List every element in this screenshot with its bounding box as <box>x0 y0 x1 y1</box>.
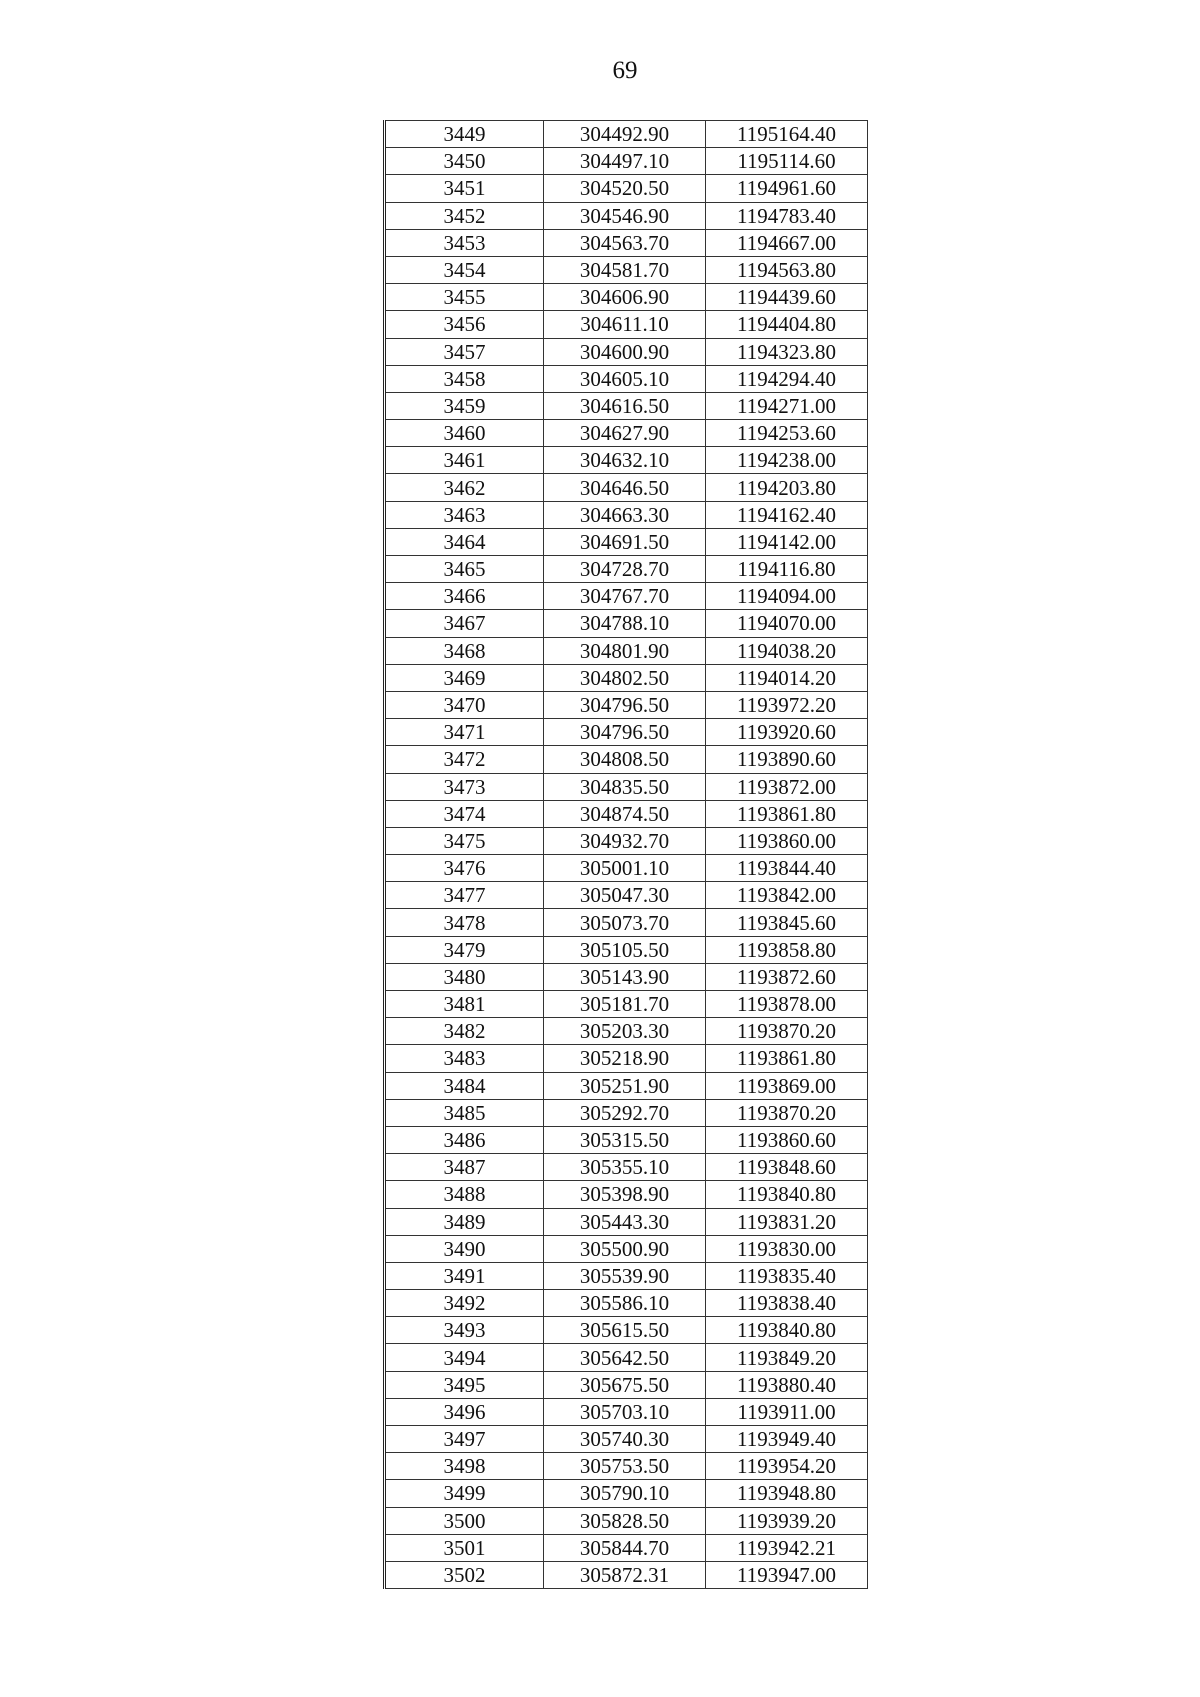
y-coordinate-cell: 1194404.80 <box>706 311 868 338</box>
table-row <box>385 1126 868 1153</box>
x-coordinate-cell: 305844.70 <box>544 1534 706 1561</box>
y-coordinate-cell: 1194783.40 <box>706 202 868 229</box>
x-coordinate-cell: 304788.10 <box>544 610 706 637</box>
y-coordinate-cell: 1193948.80 <box>706 1480 868 1507</box>
point-number-cell: 3453 <box>385 229 544 256</box>
table-row <box>385 773 868 800</box>
table-row <box>385 392 868 419</box>
y-coordinate-cell: 1194563.80 <box>706 256 868 283</box>
point-number-cell: 3471 <box>385 719 544 746</box>
table-row <box>385 474 868 501</box>
point-number-cell: 3475 <box>385 827 544 854</box>
y-coordinate-cell: 1193954.20 <box>706 1453 868 1480</box>
point-number-cell: 3455 <box>385 284 544 311</box>
x-coordinate-cell: 304796.50 <box>544 691 706 718</box>
point-number-cell: 3458 <box>385 365 544 392</box>
y-coordinate-cell: 1193849.20 <box>706 1344 868 1371</box>
x-coordinate-cell: 304497.10 <box>544 148 706 175</box>
point-number-cell: 3469 <box>385 664 544 691</box>
x-coordinate-cell: 304691.50 <box>544 528 706 555</box>
x-coordinate-cell: 305355.10 <box>544 1154 706 1181</box>
table-row <box>385 1099 868 1126</box>
point-number-cell: 3501 <box>385 1534 544 1561</box>
point-number-cell: 3490 <box>385 1235 544 1262</box>
x-coordinate-cell: 305218.90 <box>544 1045 706 1072</box>
x-coordinate-cell: 305675.50 <box>544 1371 706 1398</box>
table-row <box>385 1344 868 1371</box>
table-row <box>385 1453 868 1480</box>
table-row <box>385 1290 868 1317</box>
point-number-cell: 3478 <box>385 909 544 936</box>
point-number-cell: 3487 <box>385 1154 544 1181</box>
point-number-cell: 3460 <box>385 420 544 447</box>
x-coordinate-cell: 305292.70 <box>544 1099 706 1126</box>
x-coordinate-cell: 305615.50 <box>544 1317 706 1344</box>
point-number-cell: 3488 <box>385 1181 544 1208</box>
table-row <box>385 1072 868 1099</box>
table-row <box>385 827 868 854</box>
x-coordinate-cell: 304600.90 <box>544 338 706 365</box>
point-number-cell: 3485 <box>385 1099 544 1126</box>
point-number-cell: 3464 <box>385 528 544 555</box>
point-number-cell: 3465 <box>385 556 544 583</box>
table-row <box>385 1317 868 1344</box>
table-row <box>385 991 868 1018</box>
x-coordinate-cell: 305251.90 <box>544 1072 706 1099</box>
x-coordinate-cell: 304616.50 <box>544 392 706 419</box>
point-number-cell: 3450 <box>385 148 544 175</box>
point-number-cell: 3470 <box>385 691 544 718</box>
y-coordinate-cell: 1193872.00 <box>706 773 868 800</box>
point-number-cell: 3500 <box>385 1507 544 1534</box>
y-coordinate-cell: 1194038.20 <box>706 637 868 664</box>
x-coordinate-cell: 305203.30 <box>544 1018 706 1045</box>
point-number-cell: 3489 <box>385 1208 544 1235</box>
table-row <box>385 501 868 528</box>
point-number-cell: 3502 <box>385 1561 544 1588</box>
point-number-cell: 3451 <box>385 175 544 202</box>
point-number-cell: 3473 <box>385 773 544 800</box>
x-coordinate-cell: 305315.50 <box>544 1126 706 1153</box>
x-coordinate-cell: 305872.31 <box>544 1561 706 1588</box>
x-coordinate-cell: 304801.90 <box>544 637 706 664</box>
point-number-cell: 3498 <box>385 1453 544 1480</box>
x-coordinate-cell: 304563.70 <box>544 229 706 256</box>
x-coordinate-cell: 304646.50 <box>544 474 706 501</box>
table-row <box>385 528 868 555</box>
table-row <box>385 1208 868 1235</box>
coordinates-table-body <box>385 121 868 1589</box>
y-coordinate-cell: 1193861.80 <box>706 1045 868 1072</box>
table-row <box>385 338 868 365</box>
y-coordinate-cell: 1193911.00 <box>706 1398 868 1425</box>
table-row <box>385 556 868 583</box>
table-row <box>385 583 868 610</box>
y-coordinate-cell: 1193860.60 <box>706 1126 868 1153</box>
y-coordinate-cell: 1194116.80 <box>706 556 868 583</box>
y-coordinate-cell: 1193890.60 <box>706 746 868 773</box>
table-row <box>385 691 868 718</box>
table-row <box>385 963 868 990</box>
point-number-cell: 3472 <box>385 746 544 773</box>
y-coordinate-cell: 1194162.40 <box>706 501 868 528</box>
table-row <box>385 121 868 148</box>
x-coordinate-cell: 304627.90 <box>544 420 706 447</box>
point-number-cell: 3463 <box>385 501 544 528</box>
point-number-cell: 3456 <box>385 311 544 338</box>
point-number-cell: 3497 <box>385 1426 544 1453</box>
table-row <box>385 447 868 474</box>
point-number-cell: 3480 <box>385 963 544 990</box>
x-coordinate-cell: 304802.50 <box>544 664 706 691</box>
y-coordinate-cell: 1194667.00 <box>706 229 868 256</box>
y-coordinate-cell: 1194294.40 <box>706 365 868 392</box>
x-coordinate-cell: 305828.50 <box>544 1507 706 1534</box>
point-number-cell: 3481 <box>385 991 544 1018</box>
y-coordinate-cell: 1193842.00 <box>706 882 868 909</box>
point-number-cell: 3492 <box>385 1290 544 1317</box>
point-number-cell: 3454 <box>385 256 544 283</box>
x-coordinate-cell: 304796.50 <box>544 719 706 746</box>
y-coordinate-cell: 1193840.80 <box>706 1181 868 1208</box>
table-row <box>385 1235 868 1262</box>
x-coordinate-cell: 305703.10 <box>544 1398 706 1425</box>
point-number-cell: 3468 <box>385 637 544 664</box>
y-coordinate-cell: 1193872.60 <box>706 963 868 990</box>
point-number-cell: 3494 <box>385 1344 544 1371</box>
point-number-cell: 3466 <box>385 583 544 610</box>
y-coordinate-cell: 1193858.80 <box>706 936 868 963</box>
y-coordinate-cell: 1194014.20 <box>706 664 868 691</box>
point-number-cell: 3477 <box>385 882 544 909</box>
x-coordinate-cell: 304767.70 <box>544 583 706 610</box>
x-coordinate-cell: 305443.30 <box>544 1208 706 1235</box>
point-number-cell: 3493 <box>385 1317 544 1344</box>
y-coordinate-cell: 1193949.40 <box>706 1426 868 1453</box>
y-coordinate-cell: 1194238.00 <box>706 447 868 474</box>
y-coordinate-cell: 1195114.60 <box>706 148 868 175</box>
point-number-cell: 3491 <box>385 1262 544 1289</box>
point-number-cell: 3462 <box>385 474 544 501</box>
point-number-cell: 3467 <box>385 610 544 637</box>
x-coordinate-cell: 305740.30 <box>544 1426 706 1453</box>
table-row <box>385 311 868 338</box>
y-coordinate-cell: 1193845.60 <box>706 909 868 936</box>
y-coordinate-cell: 1195164.40 <box>706 121 868 148</box>
x-coordinate-cell: 304492.90 <box>544 121 706 148</box>
point-number-cell: 3483 <box>385 1045 544 1072</box>
x-coordinate-cell: 304663.30 <box>544 501 706 528</box>
x-coordinate-cell: 304606.90 <box>544 284 706 311</box>
table-row <box>385 1480 868 1507</box>
point-number-cell: 3474 <box>385 800 544 827</box>
y-coordinate-cell: 1193860.00 <box>706 827 868 854</box>
y-coordinate-cell: 1194271.00 <box>706 392 868 419</box>
x-coordinate-cell: 304632.10 <box>544 447 706 474</box>
y-coordinate-cell: 1194961.60 <box>706 175 868 202</box>
table-row <box>385 256 868 283</box>
x-coordinate-cell: 305586.10 <box>544 1290 706 1317</box>
x-coordinate-cell: 305143.90 <box>544 963 706 990</box>
y-coordinate-cell: 1193830.00 <box>706 1235 868 1262</box>
point-number-cell: 3499 <box>385 1480 544 1507</box>
table-row <box>385 746 868 773</box>
table-row <box>385 365 868 392</box>
table-row <box>385 1507 868 1534</box>
table-row <box>385 1534 868 1561</box>
table-row <box>385 882 868 909</box>
table-row <box>385 800 868 827</box>
y-coordinate-cell: 1193870.20 <box>706 1018 868 1045</box>
table-row <box>385 1181 868 1208</box>
table-row <box>385 284 868 311</box>
point-number-cell: 3449 <box>385 121 544 148</box>
x-coordinate-cell: 304611.10 <box>544 311 706 338</box>
y-coordinate-cell: 1193920.60 <box>706 719 868 746</box>
x-coordinate-cell: 305398.90 <box>544 1181 706 1208</box>
y-coordinate-cell: 1193939.20 <box>706 1507 868 1534</box>
point-number-cell: 3476 <box>385 855 544 882</box>
x-coordinate-cell: 304835.50 <box>544 773 706 800</box>
table-row <box>385 610 868 637</box>
point-number-cell: 3486 <box>385 1126 544 1153</box>
x-coordinate-cell: 305105.50 <box>544 936 706 963</box>
point-number-cell: 3496 <box>385 1398 544 1425</box>
point-number-cell: 3484 <box>385 1072 544 1099</box>
y-coordinate-cell: 1193870.20 <box>706 1099 868 1126</box>
y-coordinate-cell: 1193972.20 <box>706 691 868 718</box>
table-row <box>385 148 868 175</box>
y-coordinate-cell: 1193831.20 <box>706 1208 868 1235</box>
point-number-cell: 3457 <box>385 338 544 365</box>
x-coordinate-cell: 305500.90 <box>544 1235 706 1262</box>
y-coordinate-cell: 1193861.80 <box>706 800 868 827</box>
table-row <box>385 1371 868 1398</box>
y-coordinate-cell: 1193840.80 <box>706 1317 868 1344</box>
y-coordinate-cell: 1193869.00 <box>706 1072 868 1099</box>
table-row <box>385 202 868 229</box>
table-row <box>385 1045 868 1072</box>
y-coordinate-cell: 1193947.00 <box>706 1561 868 1588</box>
y-coordinate-cell: 1193838.40 <box>706 1290 868 1317</box>
y-coordinate-cell: 1193835.40 <box>706 1262 868 1289</box>
x-coordinate-cell: 304874.50 <box>544 800 706 827</box>
y-coordinate-cell: 1194142.00 <box>706 528 868 555</box>
y-coordinate-cell: 1193880.40 <box>706 1371 868 1398</box>
y-coordinate-cell: 1193844.40 <box>706 855 868 882</box>
table-row <box>385 1561 868 1588</box>
x-coordinate-cell: 304605.10 <box>544 365 706 392</box>
y-coordinate-cell: 1194323.80 <box>706 338 868 365</box>
point-number-cell: 3482 <box>385 1018 544 1045</box>
point-number-cell: 3459 <box>385 392 544 419</box>
y-coordinate-cell: 1194070.00 <box>706 610 868 637</box>
table-row <box>385 1398 868 1425</box>
y-coordinate-cell: 1193878.00 <box>706 991 868 1018</box>
table-row <box>385 229 868 256</box>
x-coordinate-cell: 304581.70 <box>544 256 706 283</box>
table-row <box>385 1262 868 1289</box>
coordinates-table <box>383 120 868 1589</box>
table-row <box>385 1154 868 1181</box>
point-number-cell: 3495 <box>385 1371 544 1398</box>
x-coordinate-cell: 305047.30 <box>544 882 706 909</box>
table-row <box>385 1018 868 1045</box>
y-coordinate-cell: 1194439.60 <box>706 284 868 311</box>
table-row <box>385 664 868 691</box>
point-number-cell: 3461 <box>385 447 544 474</box>
y-coordinate-cell: 1193942.21 <box>706 1534 868 1561</box>
y-coordinate-cell: 1194094.00 <box>706 583 868 610</box>
y-coordinate-cell: 1193848.60 <box>706 1154 868 1181</box>
x-coordinate-cell: 304728.70 <box>544 556 706 583</box>
y-coordinate-cell: 1194203.80 <box>706 474 868 501</box>
x-coordinate-cell: 305790.10 <box>544 1480 706 1507</box>
table-row <box>385 909 868 936</box>
x-coordinate-cell: 305001.10 <box>544 855 706 882</box>
point-number-cell: 3479 <box>385 936 544 963</box>
x-coordinate-cell: 304932.70 <box>544 827 706 854</box>
x-coordinate-cell: 305539.90 <box>544 1262 706 1289</box>
x-coordinate-cell: 304808.50 <box>544 746 706 773</box>
table-row <box>385 1426 868 1453</box>
page-number: 69 <box>612 57 638 84</box>
table-row <box>385 175 868 202</box>
x-coordinate-cell: 304520.50 <box>544 175 706 202</box>
x-coordinate-cell: 305753.50 <box>544 1453 706 1480</box>
table-row <box>385 855 868 882</box>
table-row <box>385 719 868 746</box>
x-coordinate-cell: 305181.70 <box>544 991 706 1018</box>
x-coordinate-cell: 304546.90 <box>544 202 706 229</box>
point-number-cell: 3452 <box>385 202 544 229</box>
table-row <box>385 637 868 664</box>
x-coordinate-cell: 305073.70 <box>544 909 706 936</box>
table-row <box>385 936 868 963</box>
x-coordinate-cell: 305642.50 <box>544 1344 706 1371</box>
table-row <box>385 420 868 447</box>
y-coordinate-cell: 1194253.60 <box>706 420 868 447</box>
